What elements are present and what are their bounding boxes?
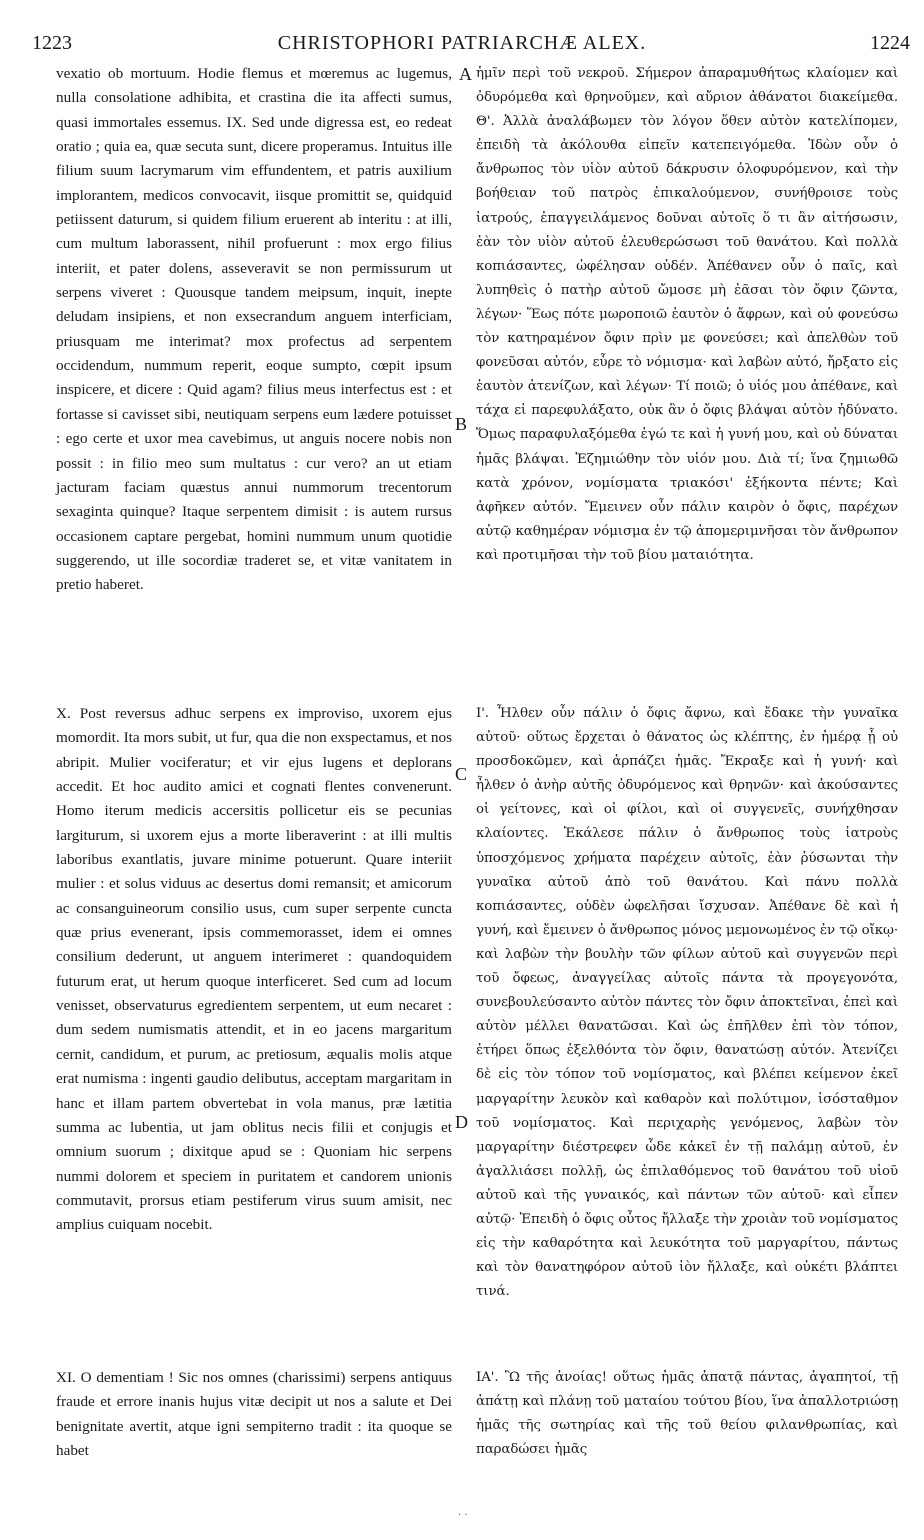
running-title: CHRISTOPHORI PATRIARCHÆ ALEX.: [277, 32, 647, 54]
margin-marker-c: C: [455, 764, 468, 784]
greek-paragraph: ΙΑ'. Ὢ τῆς ἀνοίας! οὕτως ἡμᾶς ἀπατᾷ πάντας, ἀγαπητοί, τῇ ἀπάτῃ καὶ πλάνῃ τοῦ ματαίου τούτου βίου, ἵνα ἀπαλλοτριώσῃ ἡμᾶς τῆς σωτηρίας καὶ τῆς τοῦ θείου φιλανθρωπίας, καὶ παραδώσει ἡμᾶς: [476, 1370, 898, 1458]
page-header: [0, 28, 924, 58]
greek-section-2: [476, 702, 898, 1304]
greek-section-1: [476, 62, 898, 568]
footer-specks: · ·: [458, 1510, 468, 1521]
margin-marker-a: A: [459, 64, 472, 84]
latin-section-3: [56, 1366, 452, 1463]
greek-paragraph: ἡμῖν περὶ τοῦ νεκροῦ. Σήμερον ἀπαραμυθήτως κλαίομεν καὶ ὀδυρόμεθα καὶ θρηνοῦμεν, καὶ αὔριον ἀθάνατοι διακείμεθα. Θ'. Ἀλλὰ ἀναλάβωμεν τὸν λόγον ὅθεν αὐτὸν κατελίπομεν, ἐπειδὴ τὰ ἀκόλουθα εἰπεῖν κατεπειγόμεθα. Ἰδὼν οὖν ὁ ἄνθρωπος τὸν υἱὸν αὐτοῦ δάκρυσιν ὀλοφυρόμενον, καὶ τὴν βοήθειαν τοῦ πατρὸς ἐπικαλούμενον, συνήθροισε τοὺς ἰατρούς, ἐπαγγειλάμενος δοῦναι αὐτοῖς ὅ τι ἂν αἰτήσωσιν, ἐὰν τὸν υἱὸν αὐτοῦ ἐλευθερώσωσι τοῦ θανάτου. Καὶ πολλὰ κοπιάσαντες, ὠφέλησαν οὐδέν. Ἀπέθανεν οὖν ὁ παῖς, καὶ λυπηθεὶς ὁ πατὴρ αὐτοῦ ὤμοσε μὴ ἐᾶσαι τὸν ὄφιν ζῶντα, λέγων· Ἕως πότε μωροποιῶ ἑαυτὸν ὁ ἄφρων, καὶ οὐ φονεύσω τὸν κατηραμένον ὄφιν πρὶν με φονεύσει; καὶ ἀπελθὼν τοῦ φονεῦσαι αὐτόν, εὗρε τὸ νόμισμα· καὶ λαβὼν αὐτό, ἤρξατο εἰς ἑαυτὸν ἀτενίζων, καὶ λέγων· Τί ποιῶ; ὁ υἱός μου ἀπέθανε, καὶ τάχα εἰ παρεφυλάξατο, οὐκ ἂν ὁ ὄφις βλάψαι αὐτὸν ἠδύνατο. Ὅμως παραφυλαξόμεθα ἐγώ τε καὶ ἡ γυνή μου, καὶ οὐ δύναται ἡμᾶς βλάψαι. Ἐζημιώθην τὸν υἱόν μου. Διὰ τί; ἵνα ζημιωθῶ κατὰ χρόνον, νομίσματα τριακόσι' ἑξήκοντα πέντε; Καὶ ἀφῆκεν αὐτόν. Ἔμεινεν οὖν πάλιν καιρὸν ὁ ὄφις, παρέχων αὐτῷ καθημέραν νόμισμα ἐν τῷ ἀπομεριμνῆσαι τὸν ἄνθρωπον καὶ προτιμῆσαι τὴν τοῦ βίου ματαιότητα.: [476, 66, 898, 563]
greek-paragraph: Ι'. Ἦλθεν οὖν πάλιν ὁ ὄφις ἄφνω, καὶ ἔδακε τὴν γυναῖκα αὐτοῦ· οὕτως ἔρχεται ὁ θάνατος ὡς κλέπτης, ἐν ἡμέρᾳ ᾗ οὐ προσδοκῶμεν, καὶ ἁρπάζει ἡμᾶς. Ἔκραξε καὶ ἡ γυνή· καὶ ἦλθεν ὁ ἀνὴρ αὐτῆς ὀδυρόμενος καὶ θρηνῶν· καὶ ἀκούσαντες οἱ γείτονες, καὶ οἱ φίλοι, καὶ οἱ συγγενεῖς, συνήχθησαν κλαίοντες. Ἐκάλεσε πάλιν ὁ ἄνθρωπος τοὺς ἰατροὺς ὑποσχόμενος χρήματα παρέχειν αὐτοῖς, ἐὰν ῥύσωνται τὴν γυναῖκα αὐτοῦ ἀπὸ τοῦ θανάτου. Καὶ πάνυ πολλὰ κοπιάσαντες, οὐδὲν ὠφελῆσαι ἴσχυσαν. Ἀπέθανε δὲ καὶ ἡ γυνή, καὶ ἔμεινεν ὁ ἄνθρωπος μόνος μεμονωμένος ἐν τῷ οἴκῳ· καὶ λαβὼν τὴν βουλὴν τῶν φίλων αὐτοῦ καὶ συγγενῶν περὶ τοῦ ὄφεως, ἀναγγείλας αὐτοῖς πάντα τὰ προγεγονότα, συνεβουλεύσαντο αὐτὸν πάντες τὸν ὄφιν ἀποκτεῖναι, ἐπεὶ καὶ αὐτὸν μέλλει θανατῶσαι. Καὶ ὡς ἐπῆλθεν ἐπὶ τὸν τόπον, ἐτήρει ὅπως ἐξελθόντα τὸν ὄφιν, θανατώσῃ αὐτόν. Ἀτενίζει δὲ εἰς τὸν τόπον τοῦ νομίσματος, καὶ βλέπει κείμενον ἐκεῖ μαργαρίτην λευκὸν καὶ καθαρὸν καὶ πολύτιμον, ἰσόσταθμον τοῦ νομίσματος. Καὶ περιχαρὴς γενόμενος, λαβὼν τὸν μαργαρίτην διέστρεφεν ὧδε κἀκεῖ ἐν τῇ παλάμῃ αὐτοῦ, ἐν ἀγαλλιάσει πολλῇ, ὡς ἐπιλαθόμενος τοῦ θανάτου τοῦ υἱοῦ αὐτοῦ καὶ τῆς γυναικός, καὶ πάντων τῶν αὐτοῦ· καὶ εἶπεν αὐτῷ· Ἐπειδὴ ὁ ὄφις οὗτος ἤλλαξε τὴν χροιὰν τοῦ νομίσματος εἰς τὴν καθαρότητα καὶ λευκότητα τοῦ μαργαρίτου, πάντως καὶ τὸν θανατηφόρον αὐτοῦ ἰὸν ἤλλαξε, καὶ οὐκέτι βλάπτει τινά.: [476, 706, 898, 1300]
latin-paragraph: vexatio ob mortuum. Hodie flemus et mœremus ac lugemus, nulla consolatione adhibita, et crastina die ita affecti sumus, quasi immortales essemus. IX. Sed unde digressa est, eo redeat oratio ; quia ea, quæ secuta sunt, dicere properamus. Intuitus ille filium suum lacrymarum vim effundentem, et patris auxilium implorantem, medicos convocavit, iisque promittit se, quidquid petiissent daturum, si quidem filium eruerent ab interitu : at illi, cum multum laborassent, nihil profuerunt : mox ergo filius interiit, et pater dolens, asseveravit se non permissurum ut serpens viveret : Quousque tandem meipsum, inquit, inepte deludam insipiens, et non exsecrandum anguem interficiam, priusquam me interimat? mox profectus ad serpentem occidendum, nummum reperit, eoque sumpto, cœpit ipsum inspicere, et dicere : Quid agam? filius meus interfectus est : et fortasse si cavisset sibi, neutiquam serpens eum lædere potuisset : ego certe et uxor mea cavebimus, ut anguis nocere nobis non possit : in filio meo sum multatus : cur vero? an ut etiam jacturam faciam quæstus annui nummorum trecentorum sexaginta quinque? Itaque serpentem dimisit : is autem rursus occasionem captare pergebat, homini nummum unum quotidie suggerendo, ut ille socordiæ traderet se, et vitæ vanitatem in pretio haberet.: [56, 65, 452, 594]
latin-paragraph: XI. O dementiam ! Sic nos omnes (charissimi) serpens antiquus fraude et errore inanis hujus vitæ decipit ut nos a salute et Dei benignitate avertit, atque igni sempiterno tradit : ita quoque se habet: [56, 1369, 452, 1460]
page-number-left: 1223: [32, 32, 72, 54]
greek-section-3: [476, 1366, 898, 1462]
latin-section-2: [56, 702, 452, 1238]
margin-marker-d: D: [455, 1112, 468, 1132]
latin-section-1: [56, 62, 452, 598]
page-number-right: 1224: [870, 32, 910, 54]
latin-paragraph: X. Post reversus adhuc serpens ex improviso, uxorem ejus momordit. Ita mors subit, ut fur, qua die non exspectamus, et nos abripit. Mulier vociferatur; et vir ejus lugens et deplorans accedit. Et hoc audito amici et cognati flentes convenerunt. Homo iterum medicis accersitis pollicetur eis se pecunias largiturum, si uxorem ejus a morte liberaverint : at illi multis laboribus exantlatis, juvare minime potuerunt. Quare interiit mulier : et solus viduus ac desertus domi remansit; et amicorum ac consanguineorum consilio usus, cum super serpente cuncta quæ prius evenerant, ipsis commemorasset, idem ei omnes consilium dederunt, ut anguem interimeret : quandoquidem futurum erat, ut herum quoque interficeret. Sed cum ad locum venisset, observaturus egredientem serpentem, ut eum necaret : dum sedem numismatis attendit, et in eo jacens margaritum cernit, candidum, et purum, ac pretiosum, æqualis molis atque erat numisma : ingenti gaudio delibutus, acceptam margaritam in hanc et illam partem obvertebat in vola manus, præ lætitia summa ac lubentia, ut jam oblitus necis filii et conjugis et omnium suorum ; dixitque apud se : Quoniam hic serpens nummi dolorem et speciem in puritatem et candorem unionis commutavit, prorsus etiam pestiferum virus suum amisit, nec amplius cuiquam nocebit.: [56, 705, 452, 1234]
margin-marker-b: B: [455, 414, 468, 434]
